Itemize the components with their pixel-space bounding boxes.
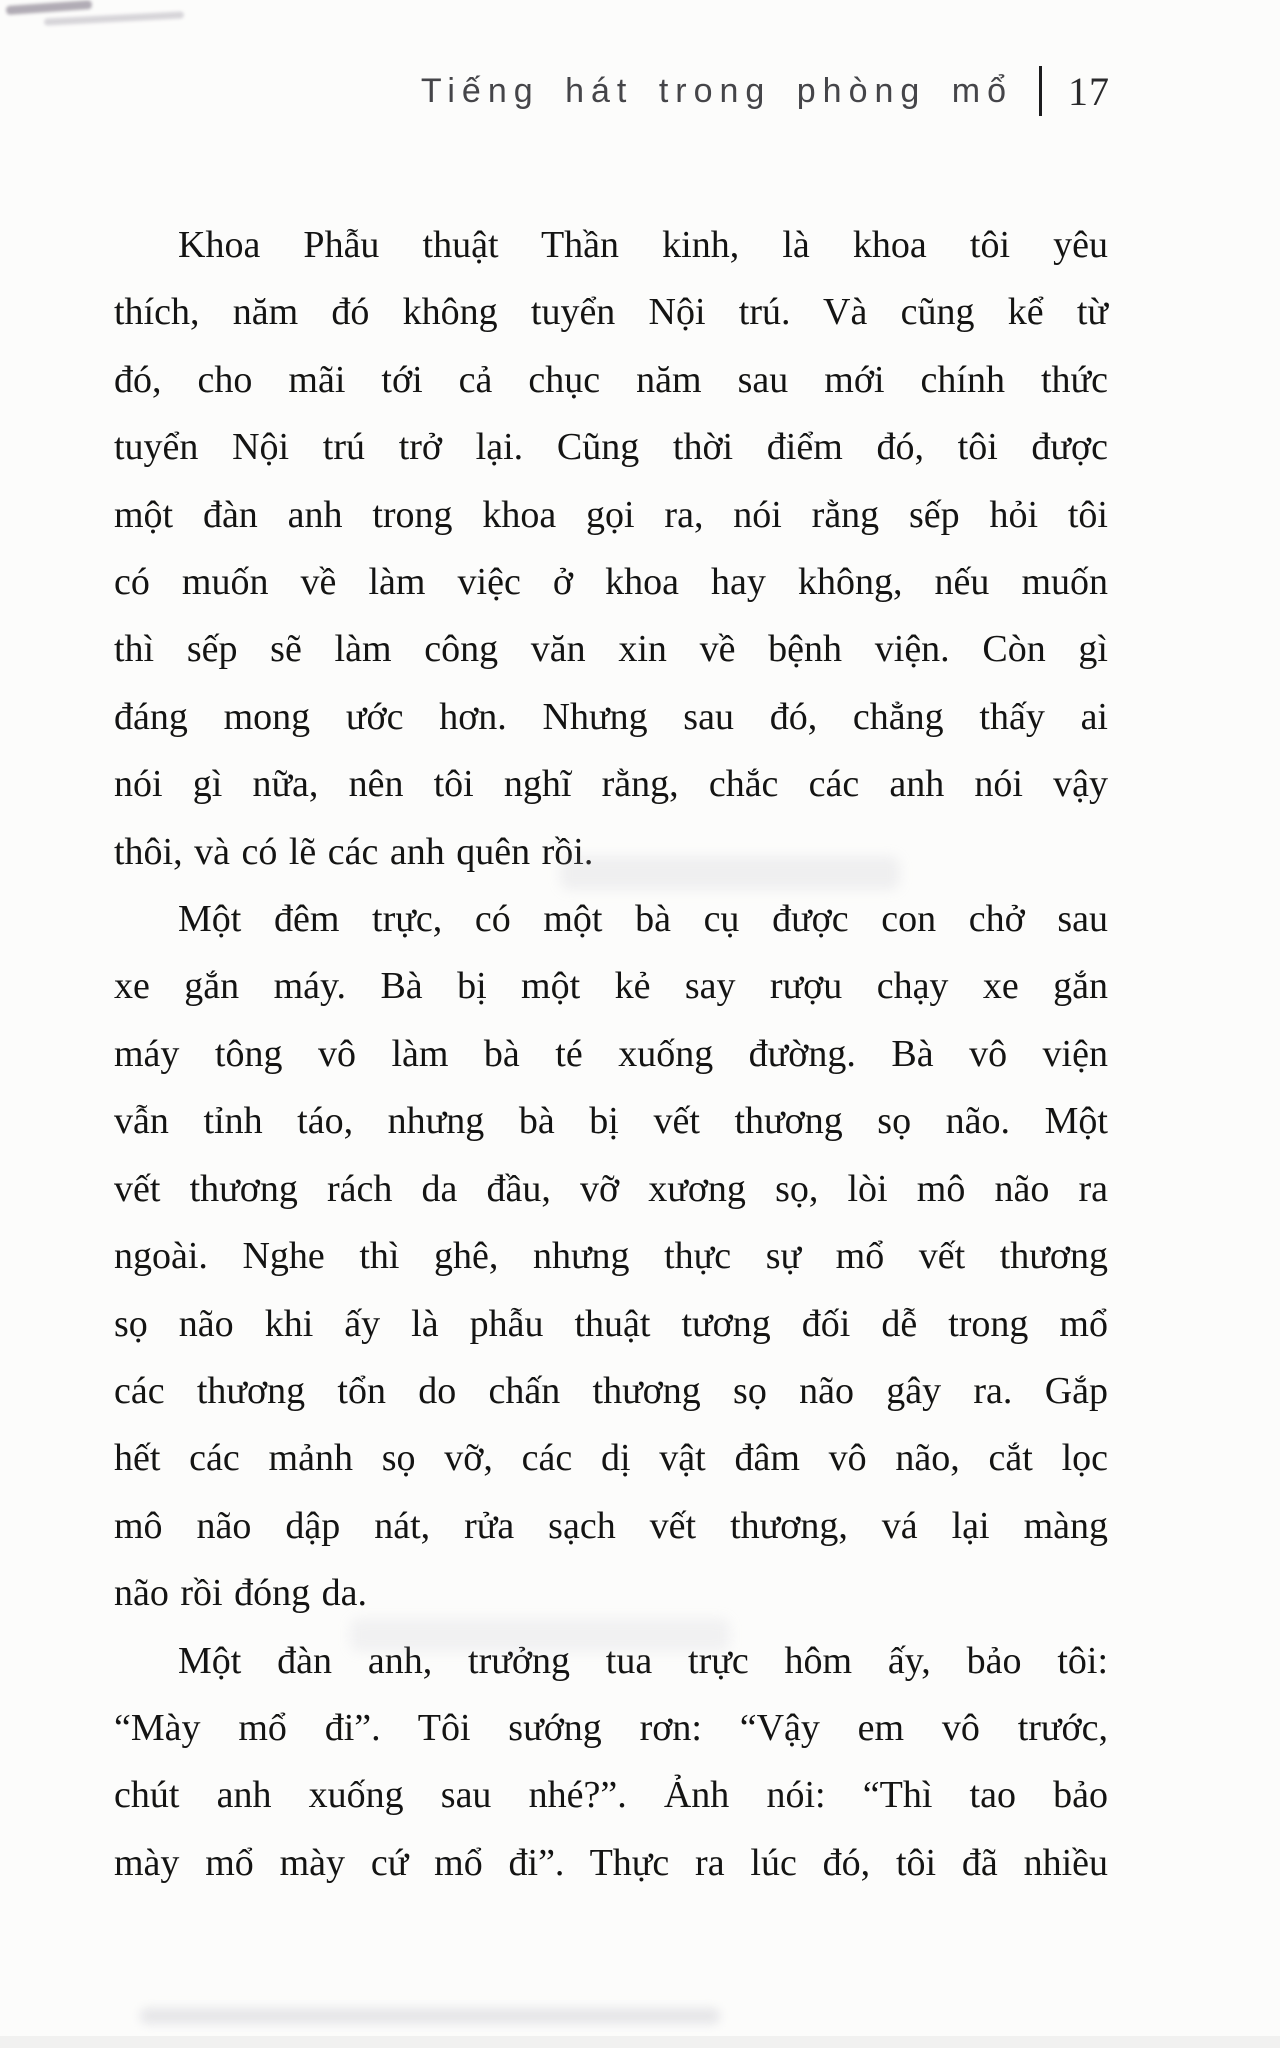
page-number: 17 [1068,68,1110,114]
scan-edge-artifact [0,2036,1280,2048]
text-line: xe gắn máy. Bà bị một kẻ say rượu chạy xe gắn [114,965,1108,1008]
page-showthrough-artifact [560,856,900,890]
text-line: não rồi đóng da. [114,1572,367,1615]
text-line: mày mổ mày cứ mổ đi”. Thực ra lúc đó, tôi đã nhiều [114,1841,1108,1884]
paragraph [114,1628,1108,1898]
paragraph [114,212,1108,886]
text-line: vết thương rách da đầu, vỡ xương sọ, lòi mô não ra [114,1167,1108,1210]
text-line: Khoa Phẫu thuật Thần kinh, là khoa tôi yêu [178,224,1108,266]
text-line: vẫn tỉnh táo, nhưng bà bị vết thương sọ não. Một [114,1100,1108,1143]
text-line: thôi, và có lẽ các anh quên rồi. [114,830,594,873]
text-line: mô não dập nát, rửa sạch vết thương, vá lại màng [114,1504,1108,1547]
paragraph [114,886,1108,1627]
text-line: Một đàn anh, trưởng tua trực hôm ấy, bảo tôi: [178,1639,1108,1682]
text-line: một đàn anh trong khoa gọi ra, nói rằng sếp hỏi tôi [114,493,1108,536]
scan-smudge-artifact [6,0,92,15]
text-line: các thương tổn do chấn thương sọ não gây ra. Gắp [114,1369,1108,1412]
text-line: Một đêm trực, có một bà cụ được con chở sau [178,898,1108,941]
text-line: chút anh xuống sau nhé?”. Ảnh nói: “Thì tao bảo [114,1774,1108,1817]
scan-smudge-artifact [44,11,184,25]
text-line: nói gì nữa, nên tôi nghĩ rằng, chắc các anh nói vậy [114,763,1108,806]
text-line: có muốn về làm việc ở khoa hay không, nếu muốn [114,561,1108,604]
text-line: đáng mong ước hơn. Nhưng sau đó, chẳng thấy ai [114,695,1108,738]
running-head-title: Tiếng hát trong phòng mổ [420,71,1013,110]
text-line: “Mày mổ đi”. Tôi sướng rơn: “Vậy em vô trước, [114,1706,1108,1749]
text-line: hết các mảnh sọ vỡ, các dị vật đâm vô não, cắt lọc [114,1437,1108,1480]
text-line: tuyển Nội trú trở lại. Cũng thời điểm đó, tôi được [114,426,1108,469]
text-line: ngoài. Nghe thì ghê, nhưng thực sự mổ vết thương [114,1235,1108,1278]
page-showthrough-artifact [350,1618,730,1652]
text-line: đó, cho mãi tới cả chục năm sau mới chính thức [114,358,1108,401]
scan-streak-artifact [140,2008,720,2024]
text-line: máy tông vô làm bà té xuống đường. Bà vô viện [114,1032,1108,1075]
text-line: thì sếp sẽ làm công văn xin về bệnh viện. Còn gì [114,628,1108,671]
running-head [421,66,1110,116]
header-divider-bar [1039,66,1042,116]
text-line: sọ não khi ấy là phẫu thuật tương đối dễ trong mổ [114,1302,1108,1345]
text-line: thích, năm đó không tuyển Nội trú. Và cũng kể từ [114,291,1108,334]
